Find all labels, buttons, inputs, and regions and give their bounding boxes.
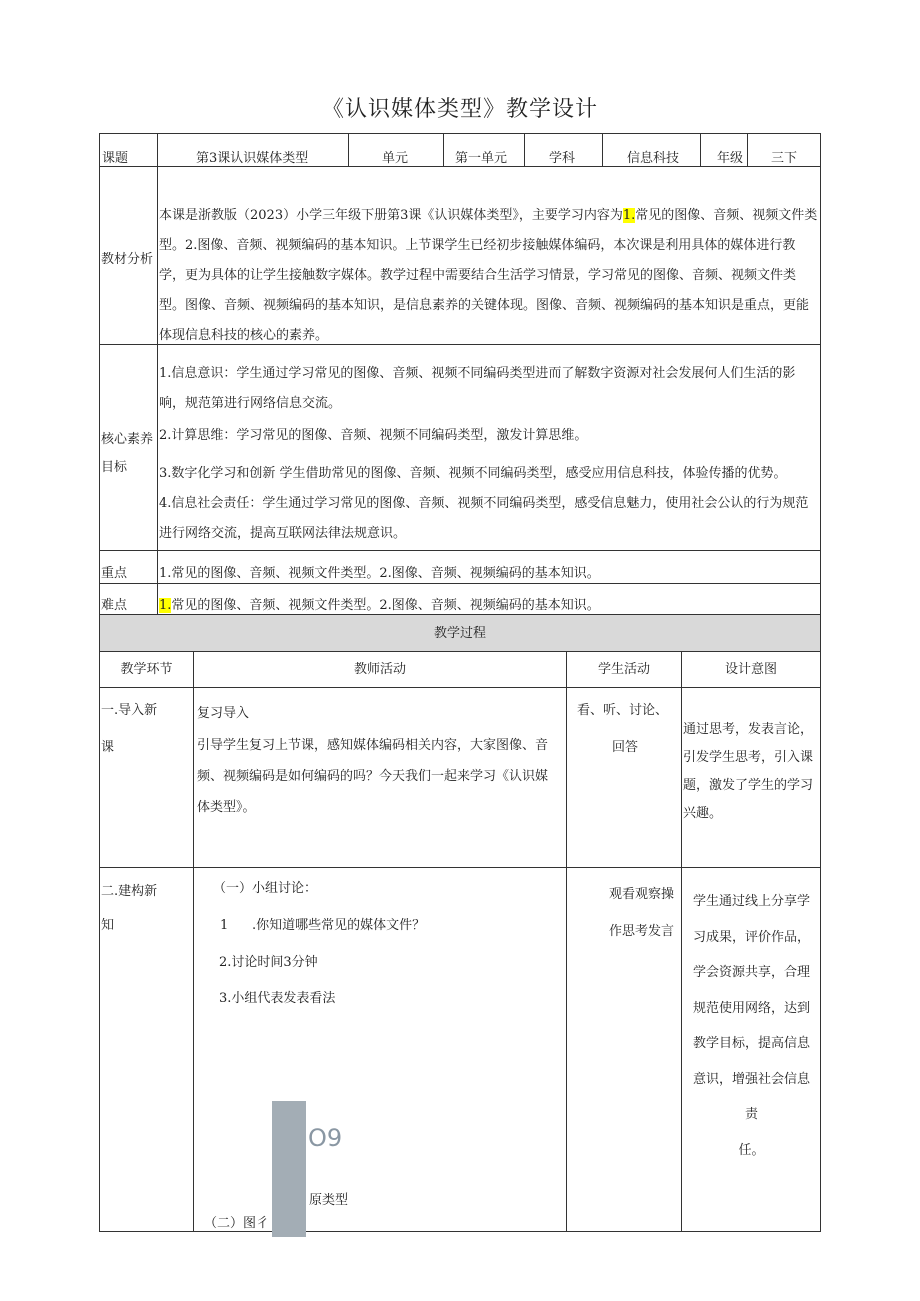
lesson-value: 第3课认识媒体类型 <box>196 151 309 166</box>
stage1-name-2: 课 <box>101 740 115 755</box>
stage2-intent: 学生通过线上分享学 习成果，评价作品， 学会资源共享，合理 规范使用网络，达到 教学目标，提高信息 意识，增强社会信息 责 任。 <box>692 894 810 1158</box>
difficult-point-text: 1.常见的图像、音频、视频文件类型。2.图像、音频、视频编码的基本知识。 <box>159 598 600 613</box>
stage1-intent: 通过思考，发表言论，引发学生思考，引入课题，激发了学生的学习兴趣。 <box>683 722 814 821</box>
stage2-student-2: 作思考发言 <box>609 924 675 939</box>
col-intent: 设计意图 <box>724 662 777 677</box>
grade-value: 三下 <box>771 151 798 166</box>
figure-label: O9 <box>308 1124 343 1152</box>
item3-text: 3.小组代表发表看法 <box>219 991 336 1006</box>
stage1-teacher-text: 引导学生复习上节课，感知媒体编码相关内容，大家图像、音频、视频编码是如何编码的吗？今天我们一起来学习《认识媒体类型》。 <box>197 738 549 815</box>
key-point-label: 重点 <box>101 566 128 581</box>
part2-left: （二）图彳 <box>204 1216 270 1231</box>
goal-2: 2.计算思维：学习常见的图像、音频、视频不同编码类型，激发计算思维。 <box>159 428 588 443</box>
stage1-name-1: 一.导入新 <box>101 703 158 718</box>
col-stage: 教学环节 <box>120 662 173 677</box>
stage2-student-1: 观看观察操 <box>609 887 675 902</box>
key-point-text: 1.常见的图像、音频、视频文件类型。2.图像、音频、视频编码的基本知识。 <box>159 566 600 581</box>
col-student: 学生活动 <box>597 662 650 677</box>
grade-label: 年级 <box>717 151 744 166</box>
subject-label: 学科 <box>549 151 576 166</box>
col-teacher: 教师活动 <box>353 662 406 677</box>
part2-right: 原类型 <box>309 1193 349 1208</box>
page-title: 《认识媒体类型》教学设计 <box>321 97 598 122</box>
item2-text: 2.讨论时间3分钟 <box>219 955 318 970</box>
unit-value: 第一单元 <box>455 151 508 166</box>
core-goals-label-1: 核心素养 <box>101 432 154 447</box>
stage1-teacher-heading: 复习导入 <box>197 706 250 721</box>
stage1-student-2: 回答 <box>612 740 639 755</box>
stage1-student-1: 看、听、讨论、 <box>577 703 669 718</box>
figure-image <box>272 1101 306 1237</box>
lesson-label: 课题 <box>102 151 129 166</box>
analysis-highlight: 1. <box>622 208 636 223</box>
analysis-text: 本课是浙教版（2023）小学三年级下册第3课《认识媒体类型》，主要学习内容为1.常见的图像、音频、视频文件类型。2.图像、音频、视频编码的基本知识。上节课学生已经初步接触媒体编码，本次课是利用具体的媒体进行教学，更为具体的让学生接触数字媒体。教学过程中需要结合生活学习情景，学习常见的图像、音频、视频文件类型。图像、音频、视频编码的基本知识，是信息素养的关键体现。图像、音频、视频编码的基本知识是重点，更能体现信息科技的核心的素养。 <box>159 208 818 343</box>
subject-value: 信息科技 <box>627 151 680 166</box>
stage2-name-1: 二.建构新 <box>101 884 158 899</box>
group-heading: （一）小组讨论： <box>213 881 318 896</box>
goal-3: 3.数字化学习和创新 学生借助常见的图像、音频、视频不同编码类型，感受应用信息科技，体验传播的优势。 <box>159 466 787 481</box>
analysis-label: 教材分析 <box>101 252 154 267</box>
item1-text: .你知道哪些常见的媒体文件？ <box>252 918 426 933</box>
stage2-name-2: 知 <box>101 918 115 933</box>
core-goals-label-2: 目标 <box>101 460 128 475</box>
item1-num: 1 <box>220 918 229 933</box>
process-title: 教学过程 <box>433 626 486 641</box>
goal-4: 4.信息社会责任：学生通过学习常见的图像、音频、视频不同编码类型，感受信息魅力，使用社会公认的行为规范进行网络交流，提高互联网法律法规意识。 <box>159 496 809 541</box>
unit-label: 单元 <box>382 151 409 166</box>
difficult-highlight: 1. <box>159 598 172 613</box>
difficult-point-label: 难点 <box>101 598 128 613</box>
goal-1: 1.信息意识：学生通过学习常见的图像、音频、视频不同编码类型进而了解数字资源对社会发展何人们生活的影响，规范第进行网络信息交流。 <box>159 366 796 411</box>
